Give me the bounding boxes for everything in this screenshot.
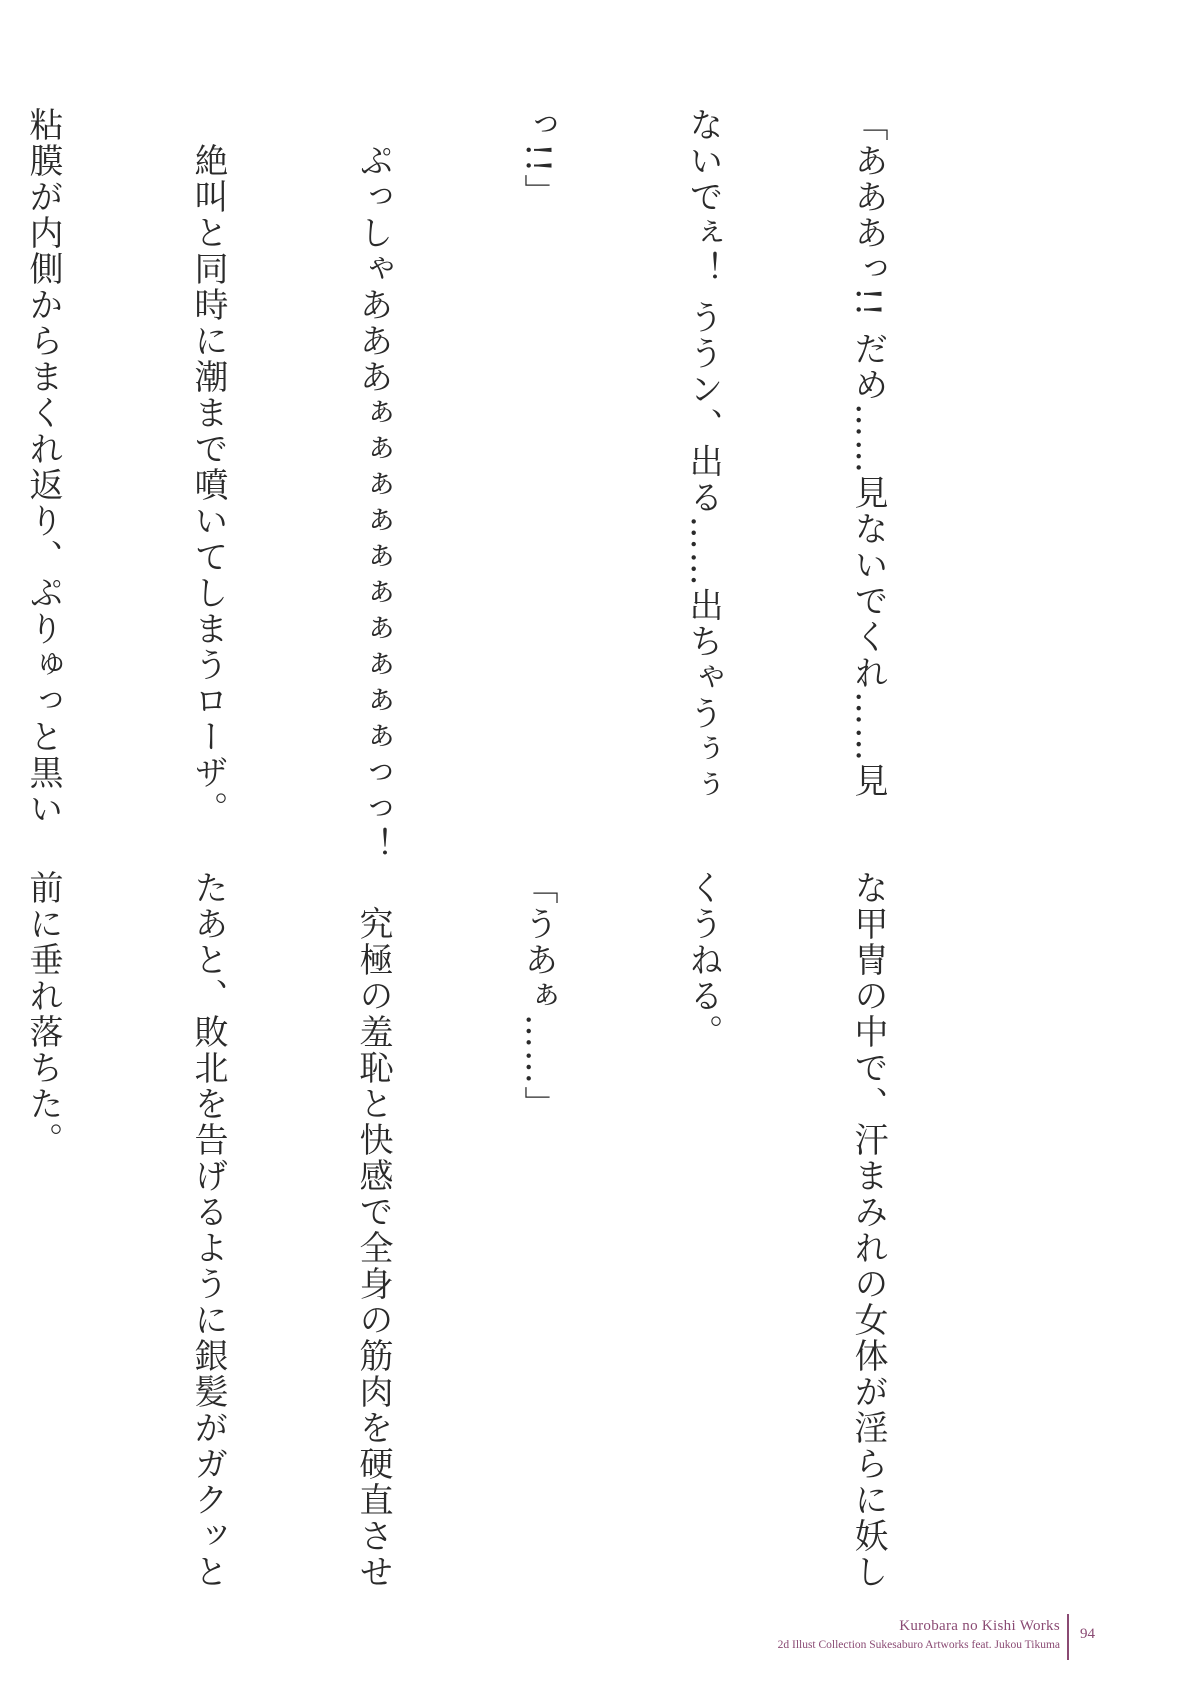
text-block-bottom (0, 870, 1005, 1630)
text-line: 粘膜が内側からまくれ返り、ぷりゅっと黒い (23, 107, 63, 827)
text-line: くうねる。 (683, 870, 723, 1050)
text-line: ぷっしゃあああぁぁぁぁぁぁぁぁぁぁっっ！ (353, 107, 393, 863)
text-line: っ!!」 (518, 107, 558, 211)
text-line: な甲冑の中で、汗まみれの女体が淫らに妖し (848, 870, 888, 1590)
text-line: 「あああっ!! だめ……見ないでくれ……見 (848, 107, 888, 800)
footer-subtitle: 2d Illust Collection Sukesaburo Artworks feat. Jukou Tikuma (777, 1639, 1060, 1651)
footer-title: Kurobara no Kishi Works (899, 1618, 1060, 1634)
text-line: 絶叫と同時に潮まで噴いてしまうローザ。 (188, 107, 228, 827)
text-line: ないでぇ！ ううン、出る……出ちゃうぅぅ (683, 107, 723, 804)
footer-divider (1067, 1614, 1069, 1660)
text-line: 「うあぁ……」 (518, 870, 558, 1122)
text-line: 前に垂れ落ちた。 (23, 870, 63, 1158)
page-number: 94 (1080, 1626, 1095, 1642)
text-block-top (0, 107, 1005, 863)
text-line: たあと、敗北を告げるように銀髪がガクッと (188, 870, 228, 1590)
text-line: 究極の羞恥と快感で全身の筋肉を硬直させ (353, 870, 393, 1590)
